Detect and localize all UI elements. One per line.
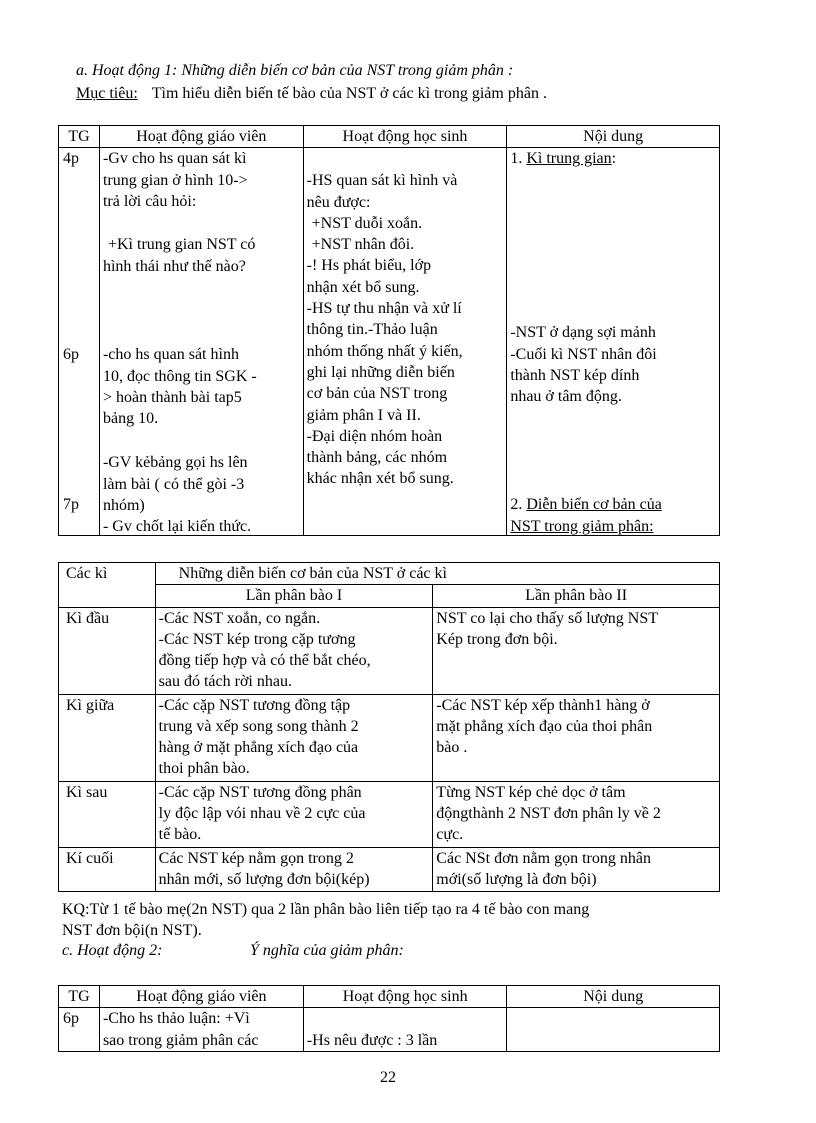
text-line: 10, đọc thông tin SGK - bbox=[102, 367, 257, 385]
item-colon: : bbox=[611, 150, 617, 168]
phase-name: Kì giữa bbox=[59, 694, 156, 781]
page-number: 22 bbox=[380, 1069, 396, 1086]
table-row bbox=[59, 694, 720, 781]
text-line: hình thái như thế nào? bbox=[102, 257, 246, 275]
text-line: - Gv chốt lại kiến thức. bbox=[102, 518, 252, 536]
phases-table bbox=[58, 562, 720, 892]
text-line: trung gian ở hình 10-> bbox=[102, 171, 248, 189]
text-line: -cho hs quan sát hình bbox=[102, 346, 239, 364]
teacher-cell bbox=[99, 148, 303, 536]
goal-text: Tìm hiểu diễn biến tế bào của NST ở các kì trong giảm phân . bbox=[151, 85, 547, 102]
text-line: nêu được: bbox=[306, 193, 371, 211]
division-1-cell: -Các cặp NST tương đồng phân ly độc lập vói nhau về 2 cực của tế bào. bbox=[155, 781, 433, 847]
table-subheader-row bbox=[59, 585, 720, 607]
activity2-title: Ý nghĩa của giảm phân: bbox=[250, 942, 404, 959]
table-row bbox=[59, 607, 720, 694]
header-content: Nội dung bbox=[507, 986, 720, 1008]
tg-value: 7p bbox=[63, 496, 79, 514]
text-line: -HS tự thu nhận và xử lí bbox=[306, 300, 462, 318]
text-line: cơ bản của NST trong bbox=[306, 385, 448, 403]
activity1-heading: a. Hoạt động 1: Những diễn biến cơ bản của NST trong giảm phân : bbox=[76, 62, 514, 79]
division-1-cell: -Các cặp NST tương đồng tập trung và xếp song song thành 2 hàng ở mặt phẳng xích đạo của thoi phân bào. bbox=[155, 694, 433, 781]
student-cell: -Hs nêu được : 3 lần bbox=[303, 1008, 507, 1052]
item-title: Kì trung gian bbox=[526, 150, 612, 168]
header-tg: TG bbox=[59, 126, 100, 148]
header-student: Hoạt động học sinh bbox=[303, 986, 507, 1008]
text-line: -HS quan sát kì hình và bbox=[306, 172, 458, 190]
activities-table-1 bbox=[58, 125, 720, 536]
table-row bbox=[59, 1008, 720, 1052]
text-line: -Gv cho hs quan sát kì bbox=[102, 150, 247, 168]
item-title-cont: NST trong giảm phân: bbox=[510, 517, 654, 535]
text-line: thông tin.-Thảo luận bbox=[306, 321, 438, 339]
division-2-cell: Các NSt đơn nằm gọn trong nhân mới(số lượng là đơn bội) bbox=[433, 847, 720, 891]
item-title: Diễn biến cơ bản của bbox=[526, 496, 662, 514]
tg-cell bbox=[59, 148, 100, 536]
phase-name: Kì sau bbox=[59, 781, 156, 847]
text-line: nhận xét bổ sung. bbox=[306, 278, 420, 296]
table-header-row bbox=[59, 563, 720, 585]
content-cell bbox=[507, 1008, 720, 1052]
text-line: thành NST kép dính bbox=[510, 366, 640, 384]
text-line: +NST duỗi xoắn. bbox=[311, 214, 423, 232]
division-2-cell: NST co lại cho thấy số lượng NST Kép trong đơn bội. bbox=[433, 607, 720, 694]
text-line: khác nhận xét bổ sung. bbox=[306, 470, 454, 488]
header-content: Nội dung bbox=[507, 126, 720, 148]
content-item-2 bbox=[510, 494, 662, 537]
tg-value: 6p bbox=[63, 346, 79, 364]
table-header-row bbox=[59, 126, 720, 148]
item-number: 1. bbox=[510, 150, 527, 168]
header-student: Hoạt động học sinh bbox=[303, 126, 507, 148]
phase-name: Kì đầu bbox=[59, 607, 156, 694]
text-line: +NST nhân đôi. bbox=[311, 236, 415, 254]
header-teacher: Hoạt động giáo viên bbox=[99, 126, 303, 148]
table-header-row bbox=[59, 986, 720, 1008]
text-line: nhóm thống nhất ý kiến, bbox=[306, 342, 463, 360]
division-2-cell: Từng NST kép chẻ dọc ở tâm độngthành 2 NST đơn phân ly về 2 cực. bbox=[433, 781, 720, 847]
text-line: bảng 10. bbox=[102, 410, 159, 428]
content-item-1 bbox=[510, 148, 616, 169]
item-number: 2. bbox=[510, 496, 527, 514]
division-1-cell: Các NST kép nằm gọn trong 2 nhân mới, số lượng đơn bội(kép) bbox=[155, 847, 433, 891]
text-line: giảm phân I và II. bbox=[306, 406, 421, 424]
header-span: Những diễn biến cơ bản của NST ở các kì bbox=[155, 563, 719, 585]
table-row bbox=[59, 781, 720, 847]
goal-label: Mục tiêu: bbox=[76, 85, 138, 102]
content-cell bbox=[507, 148, 720, 536]
text-line: thành bảng, các nhóm bbox=[306, 449, 448, 467]
table-row bbox=[59, 148, 720, 536]
tg-cell: 6p bbox=[59, 1008, 100, 1052]
text-line: -! Hs phát biểu, lớp bbox=[306, 257, 432, 275]
student-cell bbox=[303, 148, 507, 536]
text-line: ghi lại những diễn biến bbox=[306, 363, 455, 381]
phase-name: Kí cuối bbox=[59, 847, 156, 891]
text-line: nhau ở tâm động. bbox=[510, 388, 622, 406]
text-line: > hoàn thành bài tap5 bbox=[102, 388, 242, 406]
tg-value: 4p bbox=[63, 150, 79, 168]
text-line: -Đại diện nhóm hoàn bbox=[306, 427, 443, 445]
header-division-2: Lần phân bào II bbox=[433, 585, 720, 607]
division-2-cell: -Các NST kép xếp thành1 hàng ở mặt phẳng xích đạo của thoi phân bào . bbox=[433, 694, 720, 781]
activities-table-2 bbox=[58, 985, 720, 1052]
division-1-cell: -Các NST xoắn, co ngắn. -Các NST kép trong cặp tương đồng tiếp hợp và có thể bắt chéo, sau đó tách rời nhau. bbox=[155, 607, 433, 694]
text-line: trả lời câu hỏi: bbox=[102, 192, 197, 210]
header-teacher: Hoạt động giáo viên bbox=[99, 986, 303, 1008]
teacher-cell: -Cho hs thảo luận: +Vì sao trong giảm phân các bbox=[99, 1008, 303, 1052]
text-line: -GV kẻbảng gọi hs lên bbox=[102, 454, 248, 472]
text-line: làm bài ( có thể gòi -3 bbox=[102, 475, 245, 493]
result-text: KQ:Từ 1 tế bào mẹ(2n NST) qua 2 lần phân bào liên tiếp tạo ra 4 tế bào con mang NST đơn bội(n NST). bbox=[62, 901, 590, 939]
header-phase: Các kì bbox=[59, 563, 156, 608]
table-row bbox=[59, 847, 720, 891]
header-tg: TG bbox=[59, 986, 100, 1008]
activity2-heading bbox=[62, 942, 404, 960]
text-line: -Cuối kì NST nhân đôi bbox=[510, 345, 657, 363]
text-line: nhóm) bbox=[102, 496, 145, 514]
text-line: -NST ở dạng sợi mảnh bbox=[510, 324, 656, 342]
header-division-1: Lần phân bào I bbox=[155, 585, 433, 607]
goal-line bbox=[76, 85, 547, 103]
activity2-label: c. Hoạt động 2: bbox=[62, 942, 163, 959]
text-line: +Kì trung gian NST có bbox=[107, 236, 256, 254]
